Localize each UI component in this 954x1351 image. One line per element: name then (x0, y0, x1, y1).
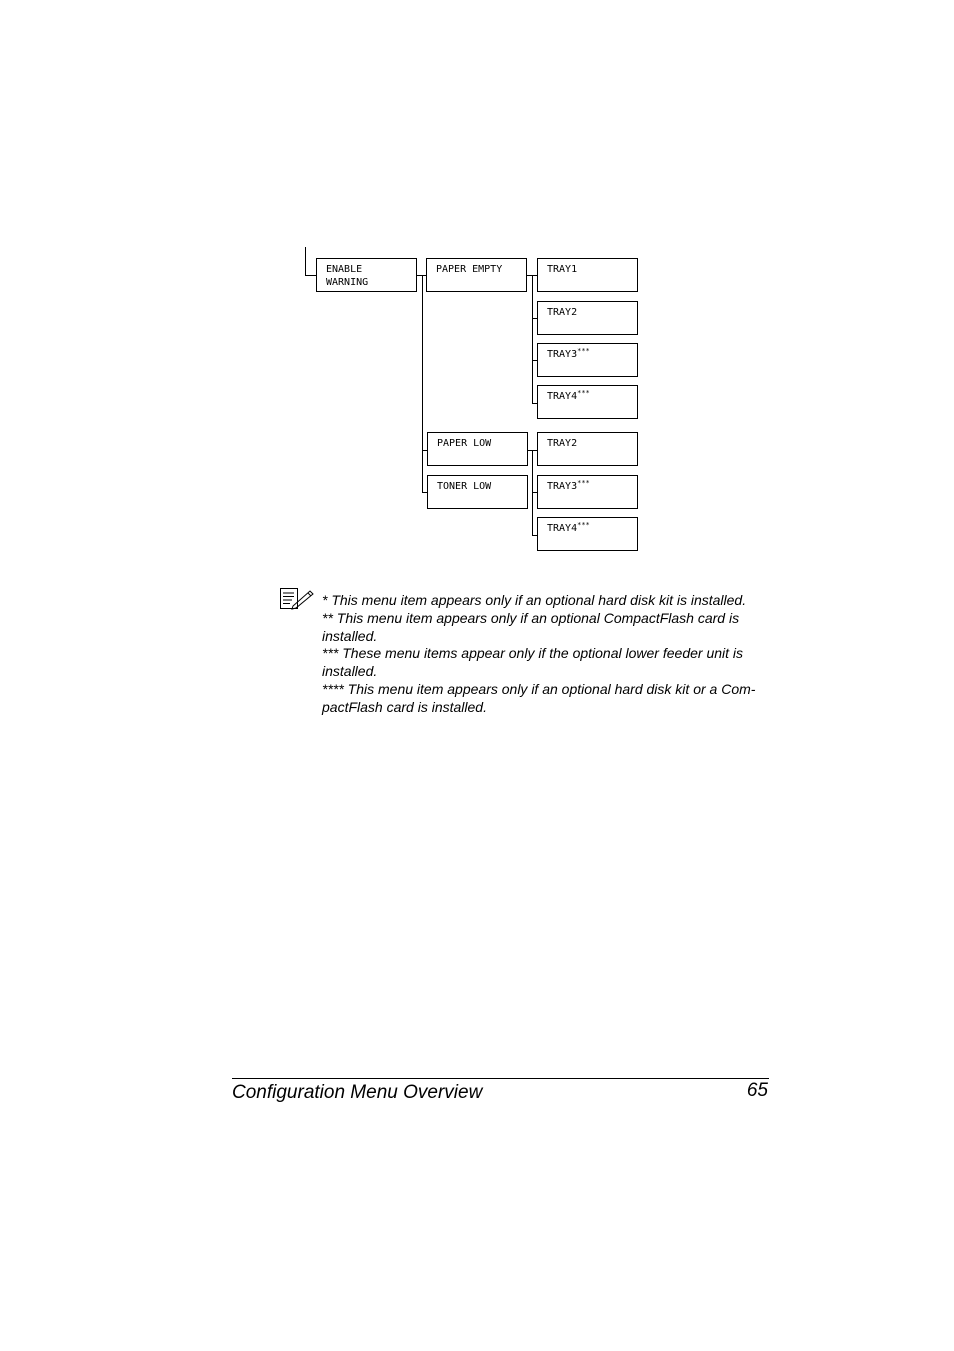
menu-box-tray (537, 517, 638, 551)
box-label: TRAY2 (547, 438, 578, 449)
connector (532, 275, 533, 404)
connector (305, 247, 306, 276)
footnote: *** These menu items appear only if the optional lower feeder unit is installed. (322, 645, 744, 680)
menu-box-tray (537, 432, 638, 466)
footnote-mark: *** (577, 389, 590, 397)
box-label: PAPER LOW (437, 438, 492, 449)
footer-divider (232, 1078, 769, 1079)
connector (422, 275, 423, 493)
menu-box-tray (537, 343, 638, 377)
box-label: TRAY4 (547, 391, 578, 402)
menu-box-enable-warning (316, 258, 417, 292)
box-label: TRAY4 (547, 523, 578, 534)
menu-box-paper-empty (426, 258, 527, 292)
box-label: TRAY3 (547, 349, 578, 360)
footnote-mark: *** (577, 521, 590, 529)
box-label: TRAY2 (547, 307, 578, 318)
menu-box-tray (537, 385, 638, 419)
footnote: * This menu item appears only if an optional hard disk kit is installed. (322, 592, 747, 608)
connector (305, 275, 316, 276)
menu-box-paper-low (427, 432, 528, 466)
box-label: PAPER EMPTY (436, 264, 503, 275)
connector (532, 450, 533, 536)
note-pad-pencil-icon (279, 587, 315, 611)
box-label-line2: WARNING (326, 277, 369, 288)
menu-box-toner-low (427, 475, 528, 509)
footnote-mark: *** (577, 479, 590, 487)
footnote: ** This menu item appears only if an optional CompactFlash card is installed. (322, 609, 740, 644)
footer-section-title: Configuration Menu Overview (232, 1082, 483, 1103)
menu-box-tray (537, 475, 638, 509)
page-number: 65 (746, 1080, 768, 1101)
menu-box-tray (537, 258, 638, 292)
footnote-mark: *** (577, 347, 590, 355)
footnotes (322, 592, 772, 717)
menu-box-tray (537, 301, 638, 335)
box-label: TRAY3 (547, 481, 578, 492)
box-label-line1: ENABLE (326, 264, 363, 275)
box-label: TRAY1 (547, 264, 578, 275)
footnote: **** This menu item appears only if an optional hard disk kit or a Com-pactFlash card is installed. (322, 680, 756, 715)
box-label: TONER LOW (437, 481, 492, 492)
